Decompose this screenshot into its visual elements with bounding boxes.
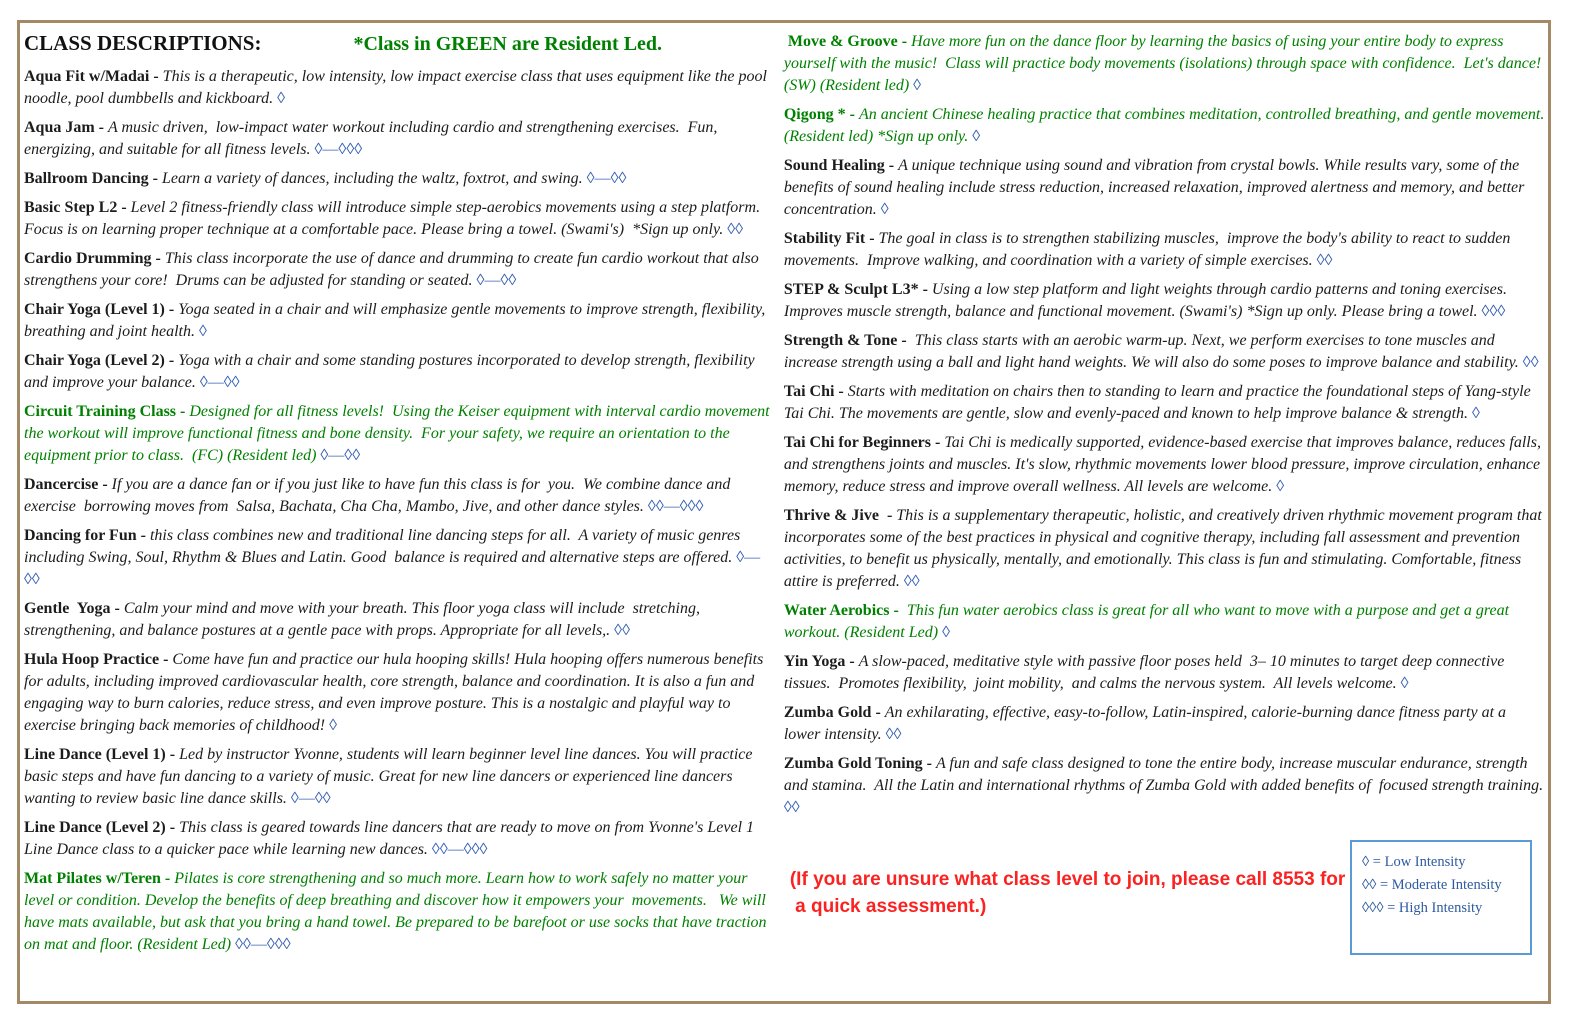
intensity-diamonds: ◊◊ (1522, 354, 1539, 371)
class-description: Yoga with a chair and some standing postures incorporated to develop strength, flexibility and improve your balance. (24, 352, 759, 391)
class-name: Basic Step L2 - (24, 199, 127, 216)
class-description: This is a therapeutic, low intensity, low impact exercise class that uses equipment like the pool noodle, pool dumbbells and kickboard. (24, 68, 771, 107)
class-entry (24, 66, 776, 110)
intensity-diamonds: ◊◊—◊◊◊ (647, 498, 704, 515)
class-entry (783, 104, 1553, 148)
intensity-diamonds: ◊◊ (1316, 252, 1333, 269)
intensity-diamonds: ◊—◊◊◊ (314, 141, 363, 158)
class-description: Come have fun and practice our hula hooping skills! Hula hooping offers numerous benefits for adults, including improved cardiovascular health, core strength, balance and coordination. It is also a fun and engaging way to burn calories, reduce stress, and even improve posture. This is a nostalgic and playful way to exercise bringing back memories of childhood! (24, 651, 768, 734)
class-description: Calm your mind and move with your breath. This floor yoga class will include stretching, strengthening, and balance postures at a gentle pace with props. Appropriate for all levels,. (24, 600, 704, 639)
class-entry (784, 702, 1546, 746)
intensity-diamonds: ◊◊ (903, 573, 920, 590)
class-entry (784, 279, 1546, 323)
class-entry (24, 197, 776, 241)
class-name: Mat Pilates w/Teren - (24, 870, 171, 887)
class-name: STEP & Sculpt L3* - (783, 281, 928, 298)
intensity-diamonds: ◊ (329, 717, 338, 734)
class-description: Pilates is core strengthening and so much more. Learn how to work safely no matter your level or condition. Develop the benefits of deep breathing and discover how it empowers your movements. We will have mats available, but ask that you bring a hand towel. Be prepared to be barefoot or use socks that have traction on mat and floor. (Resident Led) (24, 870, 771, 953)
intensity-diamonds: ◊ (942, 624, 950, 641)
intensity-diamonds: ◊ (277, 90, 286, 107)
class-description: Starts with meditation on chairs then to standing to learn and practice the foundational steps of Yang-style Tai Chi. The movements are gentle, slow and evenly-paced and known to help improve balance & strength. (783, 383, 1535, 422)
class-entry (24, 117, 776, 161)
class-entry (24, 744, 776, 810)
legend-item: ◊◊ = Moderate Intensity (1362, 877, 1502, 893)
intensity-diamonds: ◊◊◊ (1481, 303, 1506, 320)
class-entry (24, 868, 776, 956)
class-description: This is a supplementary therapeutic, holistic, and creatively driven rhythmic movement program that incorporates some of the best practices in physical and cognitive therapy, including fall assessment and prevention activities, to benefit us physically, mentally, and emotionally. This class is fun and stimulating. Comfortable, fitness attire is preferred. (783, 507, 1546, 590)
class-name: Dancing for Fun - (24, 527, 146, 544)
class-description: A unique technique using sound and vibration from crystal bowls. While results vary, some of the benefits of sound healing include stress reduction, increased relaxation, improved alertness and memory, and better concentration. (783, 157, 1529, 218)
two-column-layout (24, 29, 1553, 1001)
class-name: Strength & Tone - (783, 332, 907, 349)
class-name: Aqua Jam - (24, 119, 105, 136)
class-description: Yoga seated in a chair and will emphasize gentle movements to improve strength, flexibility, breathing and joint health. (24, 301, 770, 340)
class-name: Zumba Gold - (783, 704, 881, 721)
class-name: Hula Hoop Practice - (24, 651, 169, 668)
class-name: Line Dance (Level 2) - (24, 819, 176, 836)
class-name: Water Aerobics - (783, 602, 899, 619)
class-description: This class incorporate the use of dance and drumming to create fun cardio workout that also strengthens your core! Drums can be adjusted for standing or seated. (24, 250, 763, 289)
intensity-diamonds: ◊◊—◊◊◊ (235, 936, 291, 953)
class-entry (784, 155, 1546, 221)
class-name: Cardio Drumming - (24, 250, 161, 267)
class-name: Circuit Training Class - (24, 403, 186, 420)
class-name: Dancercise - (24, 476, 108, 493)
intensity-diamonds: ◊—◊◊ (199, 374, 240, 391)
intensity-diamonds: ◊—◊◊ (24, 549, 761, 588)
class-name: Sound Healing - (783, 157, 895, 174)
class-entry (24, 299, 776, 343)
class-name: Ballroom Dancing - (24, 170, 158, 187)
class-name: Yin Yoga - (783, 653, 855, 670)
class-entry (784, 753, 1546, 819)
class-description: Level 2 fitness-friendly class will introduce simple step-aerobics movements using a step platform. Focus is on learning proper technique at a comfortable pace. Please bring a towel. (Swami's) *Sign up only. (24, 199, 765, 238)
class-list-left (24, 66, 776, 956)
class-description: Have more fun on the dance floor by learning the basics of using your entire body to express yourself with the music! Class will practice body movements (isolations) through space with confidence. Let's dance! (SW) (Resident led) (783, 33, 1550, 94)
right-column (783, 29, 1553, 1001)
page-header (24, 31, 776, 56)
intensity-diamonds: ◊—◊◊ (586, 170, 627, 187)
class-name: Stability Fit - (783, 230, 875, 247)
intensity-diamonds: ◊—◊◊ (320, 447, 361, 464)
left-column (24, 29, 776, 1001)
class-name: Qigong * - (783, 106, 855, 123)
class-entry (784, 381, 1546, 425)
class-entry (24, 401, 776, 467)
class-name: Tai Chi for Beginners - (783, 434, 941, 451)
class-entry (784, 330, 1546, 374)
class-entry (784, 228, 1546, 272)
class-entry (24, 350, 776, 394)
class-list-right (783, 31, 1553, 826)
class-name: Line Dance (Level 1) - (24, 746, 176, 763)
class-description: Tai Chi is medically supported, evidence-based exercise that improves balance, reduces falls, and strengthens joints and muscles. It's slow, rhythmic movements lower blood pressure, improve circulation, enhance memory, reduce stress and improve overall wellness. All levels are welcome. (783, 434, 1545, 495)
class-entry (24, 598, 776, 642)
class-description: An ancient Chinese healing practice that combines meditation, controlled breathing, and gentle movement. (Resident led) *Sign up only. (783, 106, 1553, 145)
intensity-diamonds: ◊◊ (614, 622, 630, 639)
class-entry (783, 31, 1550, 97)
intensity-diamonds: ◊ (1400, 675, 1409, 692)
class-description: This fun water aerobics class is great for all who want to move with a purpose and get a great workout. (Resident Led) (783, 602, 1514, 641)
assessment-note-line1: (If you are unsure what class level to join, please call 8553 for (789, 869, 1346, 890)
class-description: Using a low step platform and light weights through cardio patterns and toning exercises. Improves muscle strength, balance and functional movement. (Swami's) *Sign up only. Please bring a towel. (783, 281, 1511, 320)
intensity-legend-box (1350, 840, 1532, 955)
class-description: this class combines new and traditional line dancing steps for all. A variety of music genres including Swing, Soul, Rhythm & Blues and Latin. Good balance is required and alternative steps are offered. (24, 527, 745, 566)
class-description: Led by instructor Yvonne, students will learn beginner level line dances. You will practice basic steps and have fun dancing to a variety of music. Great for new line dancers or experienced line dancers wanting to review basic line dance skills. (24, 746, 757, 807)
bottom-row (784, 840, 1546, 955)
class-description: A fun and safe class designed to tone the entire body, increase muscular endurance, strength and stamina. All the Latin and international rhythms of Zumba Gold with added benefits of focused strength training. (783, 755, 1544, 794)
intensity-diamonds: ◊ (880, 201, 889, 218)
class-name: Chair Yoga (Level 1) - (24, 301, 175, 318)
class-description: This class starts with an aerobic warm-up. Next, we perform exercises to tone muscles and increase strength using a ball and light hand weights. We will also do some poses to improve balance and stability. (783, 332, 1519, 371)
class-entry (784, 600, 1546, 644)
intensity-diamonds: ◊ (198, 323, 207, 340)
class-entry (784, 432, 1546, 498)
intensity-diamonds: ◊—◊◊ (476, 272, 517, 289)
intensity-diamonds: ◊◊ (783, 799, 800, 816)
class-description: Designed for all fitness levels! Using the Keiser equipment with interval cardio movement the workout will improve functional fitness and bone density. For your safety, we require an orientation to the equipment prior to class. (FC) (Resident led) (24, 403, 774, 464)
class-description: If you are a dance fan or if you just like to have fun this class is for you. We combine dance and exercise borrowing moves from Salsa, Bachata, Cha Cha, Mambo, Jive, and other dance styles. (24, 476, 735, 515)
intensity-diamonds: ◊◊ (727, 221, 743, 238)
class-name: Chair Yoga (Level 2) - (24, 352, 175, 369)
class-description: This class is geared towards line dancers that are ready to move on from Yvonne's Level 1 Line Dance class to a quicker pace while learning new dances. (24, 819, 759, 858)
class-entry (784, 505, 1546, 593)
assessment-note-line2: a quick assessment.) (789, 896, 987, 917)
class-name: Tai Chi - (783, 383, 844, 400)
page-title: CLASS DESCRIPTIONS: (24, 31, 262, 55)
class-name: Aqua Fit w/Madai - (24, 68, 159, 85)
class-entry (24, 817, 776, 861)
intensity-diamonds: ◊◊—◊◊◊ (431, 841, 488, 858)
legend-item: ◊ = Low Intensity (1362, 854, 1466, 870)
intensity-diamonds: ◊—◊◊ (290, 790, 331, 807)
class-description: Learn a variety of dances, including the waltz, foxtrot, and swing. (161, 170, 583, 187)
intensity-diamonds: ◊ (913, 77, 922, 94)
class-description: An exhilarating, effective, easy-to-follow, Latin-inspired, calorie-burning dance fitness party at a lower intensity. (783, 704, 1511, 743)
class-name: Move & Groove - (783, 33, 908, 50)
class-name: Zumba Gold Toning - (783, 755, 932, 772)
class-entry (24, 525, 776, 591)
class-entry (24, 649, 776, 737)
class-name: Thrive & Jive - (783, 507, 893, 524)
legend-item: ◊◊◊ = High Intensity (1362, 900, 1483, 916)
class-entry (24, 168, 776, 190)
intensity-diamonds: ◊ (1472, 405, 1480, 422)
class-entry (784, 651, 1546, 695)
class-description: A slow-paced, meditative style with passive floor poses held 3– 10 minutes to target deep connective tissues. Promotes flexibility, joint mobility, and calms the nervous system. All levels welcome. (783, 653, 1509, 692)
intensity-diamonds: ◊◊ (885, 726, 902, 743)
assessment-note (790, 866, 1345, 920)
class-description: The goal in class is to strengthen stabilizing muscles, improve the body's ability to react to sudden movements. Improve walking, and coordination with a variety of simple exercises. (783, 230, 1515, 269)
class-entry (24, 248, 776, 292)
class-entry (24, 474, 776, 518)
class-name: Gentle Yoga - (24, 600, 120, 617)
intensity-diamonds: ◊ (972, 128, 981, 145)
class-description: A music driven, low-impact water workout including cardio and strengthening exercises. Fun, energizing, and suitable for all fitness levels. (24, 119, 722, 158)
resident-led-note: *Class in GREEN are Resident Led. (353, 33, 663, 55)
document-border (17, 20, 1551, 1004)
intensity-diamonds: ◊ (1276, 478, 1285, 495)
